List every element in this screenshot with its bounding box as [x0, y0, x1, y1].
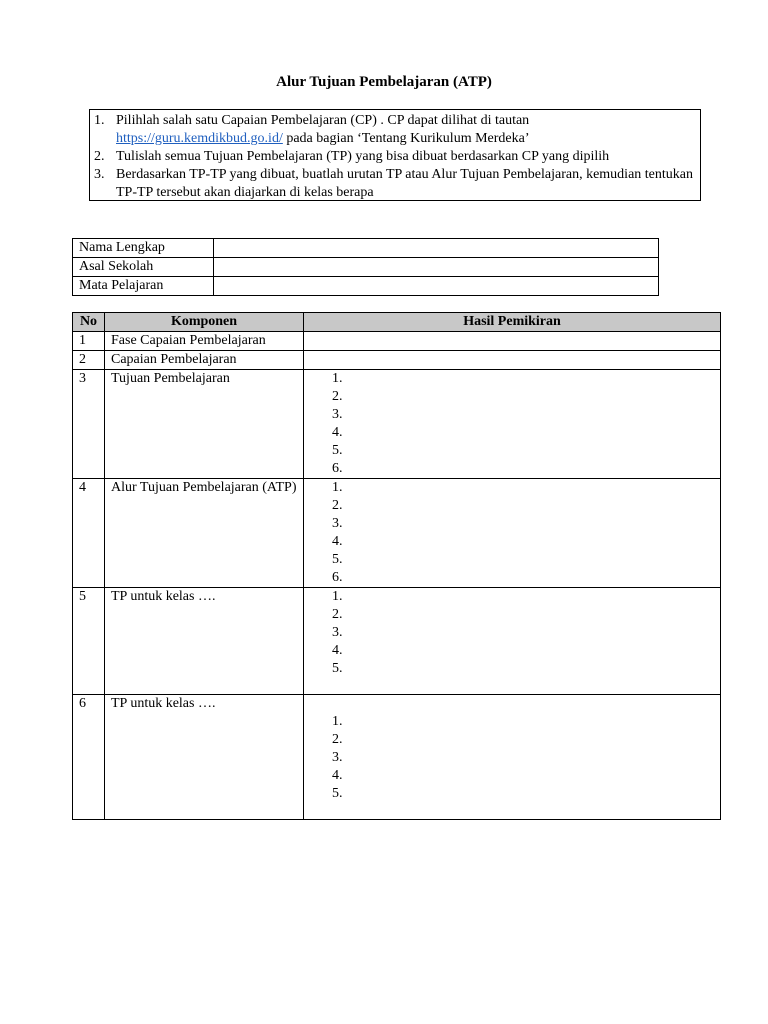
numbered-list — [310, 695, 714, 803]
row-komponen: Capaian Pembelajaran — [105, 351, 304, 370]
list-item: 6. — [332, 570, 343, 585]
list-item: 3. — [332, 625, 343, 640]
instruction-text: Berdasarkan TP-TP yang dibuat, buatlah urutan TP atau Alur Tujuan Pembelajaran, kemudian tentukan TP-TP tersebut akan diajarkan di kelas berapa — [116, 167, 693, 200]
list-item: 5. — [332, 786, 343, 801]
identity-table — [72, 238, 659, 296]
instruction-text-rest: pada bagian ‘Tentang Kurikulum Merdeka’ — [282, 131, 530, 146]
list-item: 5. — [332, 552, 343, 567]
row-hasil-cell[interactable] — [304, 588, 721, 695]
row-number: 1 — [73, 332, 105, 351]
list-item: 2. — [332, 607, 343, 622]
list-item: 2. — [332, 732, 343, 747]
list-item: 3. — [332, 407, 343, 422]
header-hasil: Hasil Pemikiran — [304, 313, 721, 332]
table-row — [73, 479, 721, 588]
header-no: No — [73, 313, 105, 332]
identity-value-field[interactable] — [214, 258, 659, 277]
page-title: Alur Tujuan Pembelajaran (ATP) — [276, 74, 492, 90]
identity-label: Mata Pelajaran — [73, 277, 214, 296]
table-row — [73, 277, 659, 296]
numbered-list — [310, 479, 714, 587]
identity-label: Asal Sekolah — [73, 258, 214, 277]
numbered-list — [310, 370, 714, 478]
table-row — [73, 258, 659, 277]
row-komponen: TP untuk kelas …. — [105, 588, 304, 695]
table-row — [73, 239, 659, 258]
instruction-item-1 — [94, 112, 694, 148]
row-komponen: Fase Capaian Pembelajaran — [105, 332, 304, 351]
row-number: 4 — [73, 479, 105, 588]
row-number: 2 — [73, 351, 105, 370]
list-item: 1. — [332, 589, 343, 604]
list-item: 4. — [332, 534, 343, 549]
table-row — [73, 370, 721, 479]
list-item: 1. — [332, 480, 343, 495]
list-item: 1. — [332, 371, 343, 386]
row-number: 5 — [73, 588, 105, 695]
header-komponen: Komponen — [105, 313, 304, 332]
row-komponen: Tujuan Pembelajaran — [105, 370, 304, 479]
row-hasil-cell[interactable] — [304, 370, 721, 479]
list-item: 2. — [332, 389, 343, 404]
row-hasil-cell[interactable] — [304, 351, 721, 370]
instruction-text: Pilihlah salah satu Capaian Pembelajaran (CP) . CP dapat dilihat di tautan — [116, 113, 530, 128]
instruction-item-2 — [94, 148, 694, 166]
list-item: 1. — [332, 714, 343, 729]
instruction-number: 2. — [94, 149, 105, 164]
numbered-list — [310, 588, 714, 678]
list-item: 6. — [332, 461, 343, 476]
identity-label: Nama Lengkap — [73, 239, 214, 258]
instruction-number: 1. — [94, 113, 105, 128]
instruction-text: Tulislah semua Tujuan Pembelajaran (TP) yang bisa dibuat berdasarkan CP yang dipilih — [116, 149, 610, 164]
instructions-list — [94, 112, 694, 202]
row-number: 3 — [73, 370, 105, 479]
row-hasil-cell[interactable] — [304, 479, 721, 588]
list-item: 4. — [332, 425, 343, 440]
row-komponen: TP untuk kelas …. — [105, 695, 304, 820]
list-item: 4. — [332, 643, 343, 658]
table-row — [73, 351, 721, 370]
instruction-item-3 — [94, 166, 694, 202]
identity-value-field[interactable] — [214, 277, 659, 296]
table-header-row — [73, 313, 721, 332]
list-item: 4. — [332, 768, 343, 783]
table-row — [73, 588, 721, 695]
list-item: 5. — [332, 443, 343, 458]
row-komponen: Alur Tujuan Pembelajaran (ATP) — [105, 479, 304, 588]
atp-table — [72, 312, 721, 820]
instructions-box — [89, 109, 701, 201]
list-item: 2. — [332, 498, 343, 513]
row-hasil-cell[interactable] — [304, 695, 721, 820]
list-item: 3. — [332, 750, 343, 765]
instruction-number: 3. — [94, 167, 105, 182]
identity-value-field[interactable] — [214, 239, 659, 258]
table-row — [73, 332, 721, 351]
list-item: 3. — [332, 516, 343, 531]
row-hasil-cell[interactable] — [304, 332, 721, 351]
list-item: 5. — [332, 661, 343, 676]
table-row — [73, 695, 721, 820]
kemdikbud-link[interactable]: https://guru.kemdikbud.go.id/ — [116, 131, 283, 146]
row-number: 6 — [73, 695, 105, 820]
